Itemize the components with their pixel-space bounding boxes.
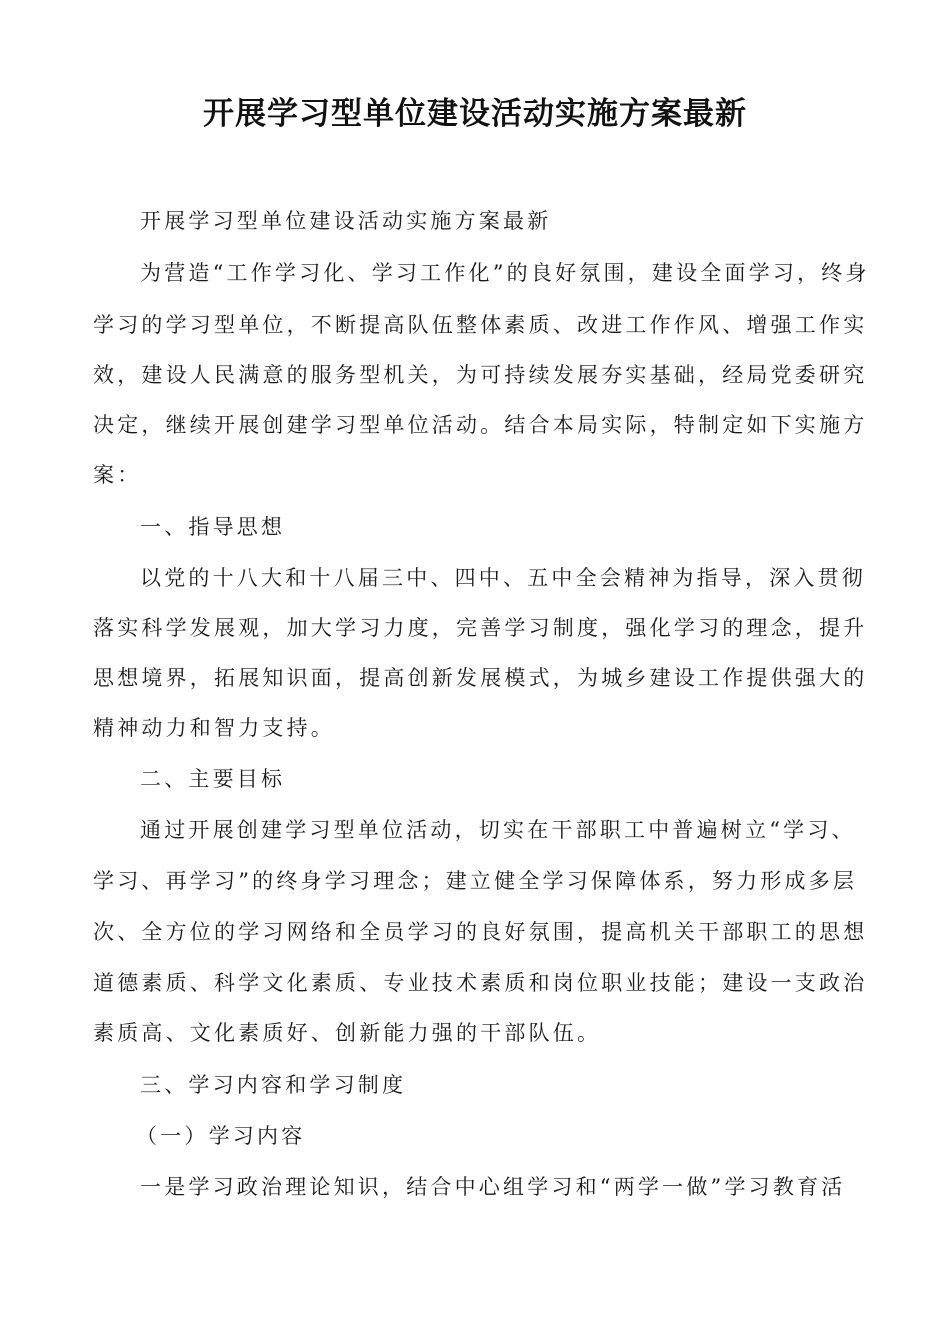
paragraph-subtitle: 开展学习型单位建设活动实施方案最新 <box>140 209 552 233</box>
section-heading-content-and-system: 三、学习内容和学习制度 <box>140 1073 407 1097</box>
paragraph-intro-line-2: 学习的学习型单位，不断提高队伍整体素质、改进工作作风、增强工作实 <box>93 313 868 337</box>
paragraph-guiding-line-4: 精神动力和智力支持。 <box>93 716 335 740</box>
subsection-heading-content: （一）学习内容 <box>136 1124 306 1148</box>
paragraph-intro-line-1: 为营造“工作学习化、学习工作化”的良好氛围，建设全面学习，终身 <box>140 261 870 285</box>
document-title: 开展学习型单位建设活动实施方案最新 <box>203 96 747 132</box>
paragraph-intro-line-3: 效，建设人民满意的服务型机关，为可持续发展夯实基础，经局党委研究 <box>93 363 868 387</box>
paragraph-content-line-1: 一是学习政治理论知识，结合中心组学习和“两学一做”学习教育活 <box>140 1175 846 1199</box>
paragraph-goals-line-4: 道德素质、科学文化素质、专业技术素质和岗位职业技能；建设一支政治 <box>93 971 868 995</box>
section-heading-main-goals: 二、主要目标 <box>140 767 286 791</box>
paragraph-guiding-line-1: 以党的十八大和十八届三中、四中、五中全会精神为指导，深入贯彻 <box>140 566 866 590</box>
paragraph-guiding-line-2: 落实科学发展观，加大学习力度，完善学习制度，强化学习的理念，提升 <box>93 616 868 640</box>
paragraph-goals-line-2: 学习、再学习”的终身学习理念；建立健全学习保障体系，努力形成多层 <box>93 869 858 893</box>
paragraph-goals-line-5: 素质高、文化素质好、创新能力强的干部队伍。 <box>93 1021 602 1045</box>
paragraph-intro-line-4: 决定，继续开展创建学习型单位活动。结合本局实际，特制定如下实施方 <box>93 413 868 437</box>
section-heading-guiding-thought: 一、指导思想 <box>140 515 286 539</box>
paragraph-guiding-line-3: 思想境界，拓展知识面，提高创新发展模式，为城乡建设工作提供强大的 <box>93 666 868 690</box>
paragraph-intro-line-5: 案： <box>93 463 142 487</box>
paragraph-goals-line-1: 通过开展创建学习型单位活动，切实在干部职工中普遍树立“学习、 <box>140 818 856 842</box>
paragraph-goals-line-3: 次、全方位的学习网络和全员学习的良好氛围，提高机关干部职工的思想 <box>93 920 868 944</box>
